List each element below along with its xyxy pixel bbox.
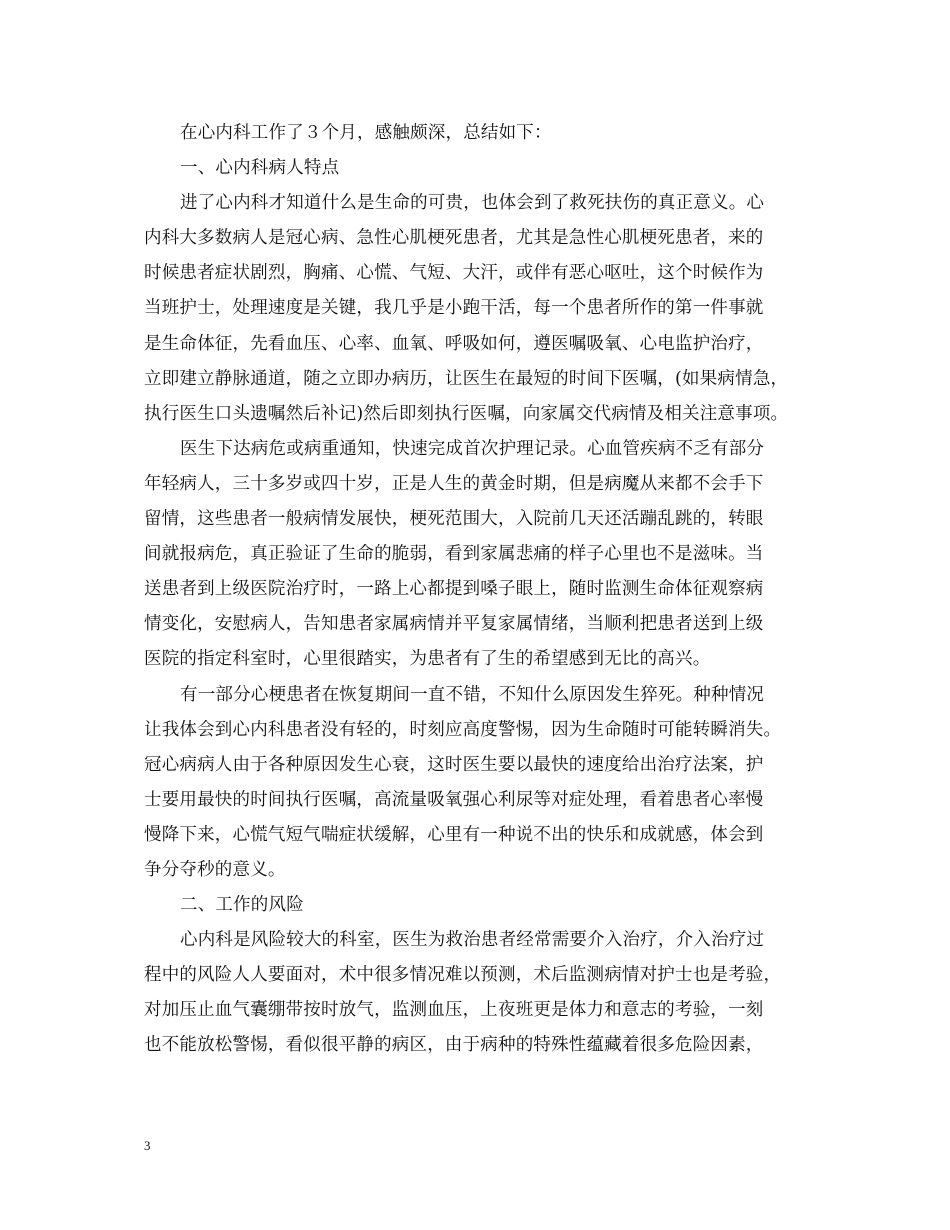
text-line: 时候患者症状剧烈，胸痛、心慌、气短、大汗，或伴有恶心呕吐，这个时候作为: [144, 263, 764, 284]
text-line: 慢降下来，心慌气短气喘症状缓解，心里有一种说不出的快乐和成就感，体会到: [144, 824, 764, 845]
text-line: 当班护士，处理速度是关键，我几乎是小跑干活，每一个患者所作的第一件事就: [144, 298, 764, 319]
text-line: 让我体会到心内科患者没有轻的，时刻应高度警惕，因为生命随时可能转瞬消失。: [144, 719, 782, 740]
text-line: 有一部分心梗患者在恢复期间一直不错，不知什么原因发生猝死。种种情况: [180, 684, 765, 705]
text-line: 在心内科工作了３个月，感触颇深，总结如下：: [180, 123, 552, 143]
text-line: 士要用最快的时间执行医嘱，高流量吸氧强心利尿等对症处理，看着患者心率慢: [144, 789, 764, 810]
text-line: 内科大多数病人是冠心病、急性心肌梗死患者，尤其是急性心肌梗死患者，来的: [144, 228, 764, 249]
page-number: 3: [144, 1138, 151, 1153]
text-line: 医生下达病危或病重通知，快速完成首次护理记录。心血管疾病不乏有部分: [180, 438, 765, 459]
text-line: 立即建立静脉通道，随之立即办病历，让医生在最短的时间下医嘱，(如果病情急，: [144, 368, 789, 389]
text-line: 冠心病病人由于各种原因发生心衰，这时医生要以最快的速度给出治疗法案，护: [144, 754, 764, 775]
text-line: 间就报病危，真正验证了生命的脆弱，看到家属悲痛的样子心里也不是滋味。当: [144, 544, 764, 565]
document-body: [144, 116, 824, 1064]
text-line: 是生命体征，先看血压、心率、血氧、呼吸如何，遵医嘱吸氧、心电监护治疗，: [144, 333, 764, 354]
text-line: 心内科是风险较大的科室，医生为救治患者经常需要介入治疗，介入治疗过: [180, 930, 765, 951]
text-line: 进了心内科才知道什么是生命的可贵，也体会到了救死扶伤的真正意义。心: [180, 193, 765, 214]
text-line: 医院的指定科室时，心里很踏实，为患者有了生的希望感到无比的高兴。: [144, 649, 711, 670]
text-line: 争分夺秒的意义。: [144, 859, 286, 880]
text-line: 也不能放松警惕，看似很平静的病区，由于病种的特殊性蕴藏着很多危险因素，: [144, 1035, 764, 1056]
text-line: 二、工作的风险: [180, 895, 304, 916]
text-line: 一、心内科病人特点: [180, 158, 340, 179]
text-line: 留情，这些患者一般病情发展快，梗死范围大，入院前几天还活蹦乱跳的，转眼: [144, 509, 764, 530]
text-line: 情变化，安慰病人，告知患者家属病情并平复家属情绪，当顺利把患者送到上级: [144, 614, 764, 635]
text-line: 对加压止血气囊绷带按时放气，监测血压，上夜班更是体力和意志的考验，一刻: [144, 1000, 764, 1021]
text-line: 执行医生口头遗嘱然后补记)然后即刻执行医嘱，向家属交代病情及相关注意事项。: [144, 403, 789, 424]
text-line: 送患者到上级医院治疗时，一路上心都提到嗓子眼上，随时监测生命体征观察病: [144, 579, 764, 600]
text-line: 程中的风险人人要面对，术中很多情况难以预测，术后监测病情对护士也是考验，: [144, 965, 782, 986]
text-line: 年轻病人，三十多岁或四十岁，正是人生的黄金时期，但是病魔从来都不会手下: [144, 473, 764, 494]
